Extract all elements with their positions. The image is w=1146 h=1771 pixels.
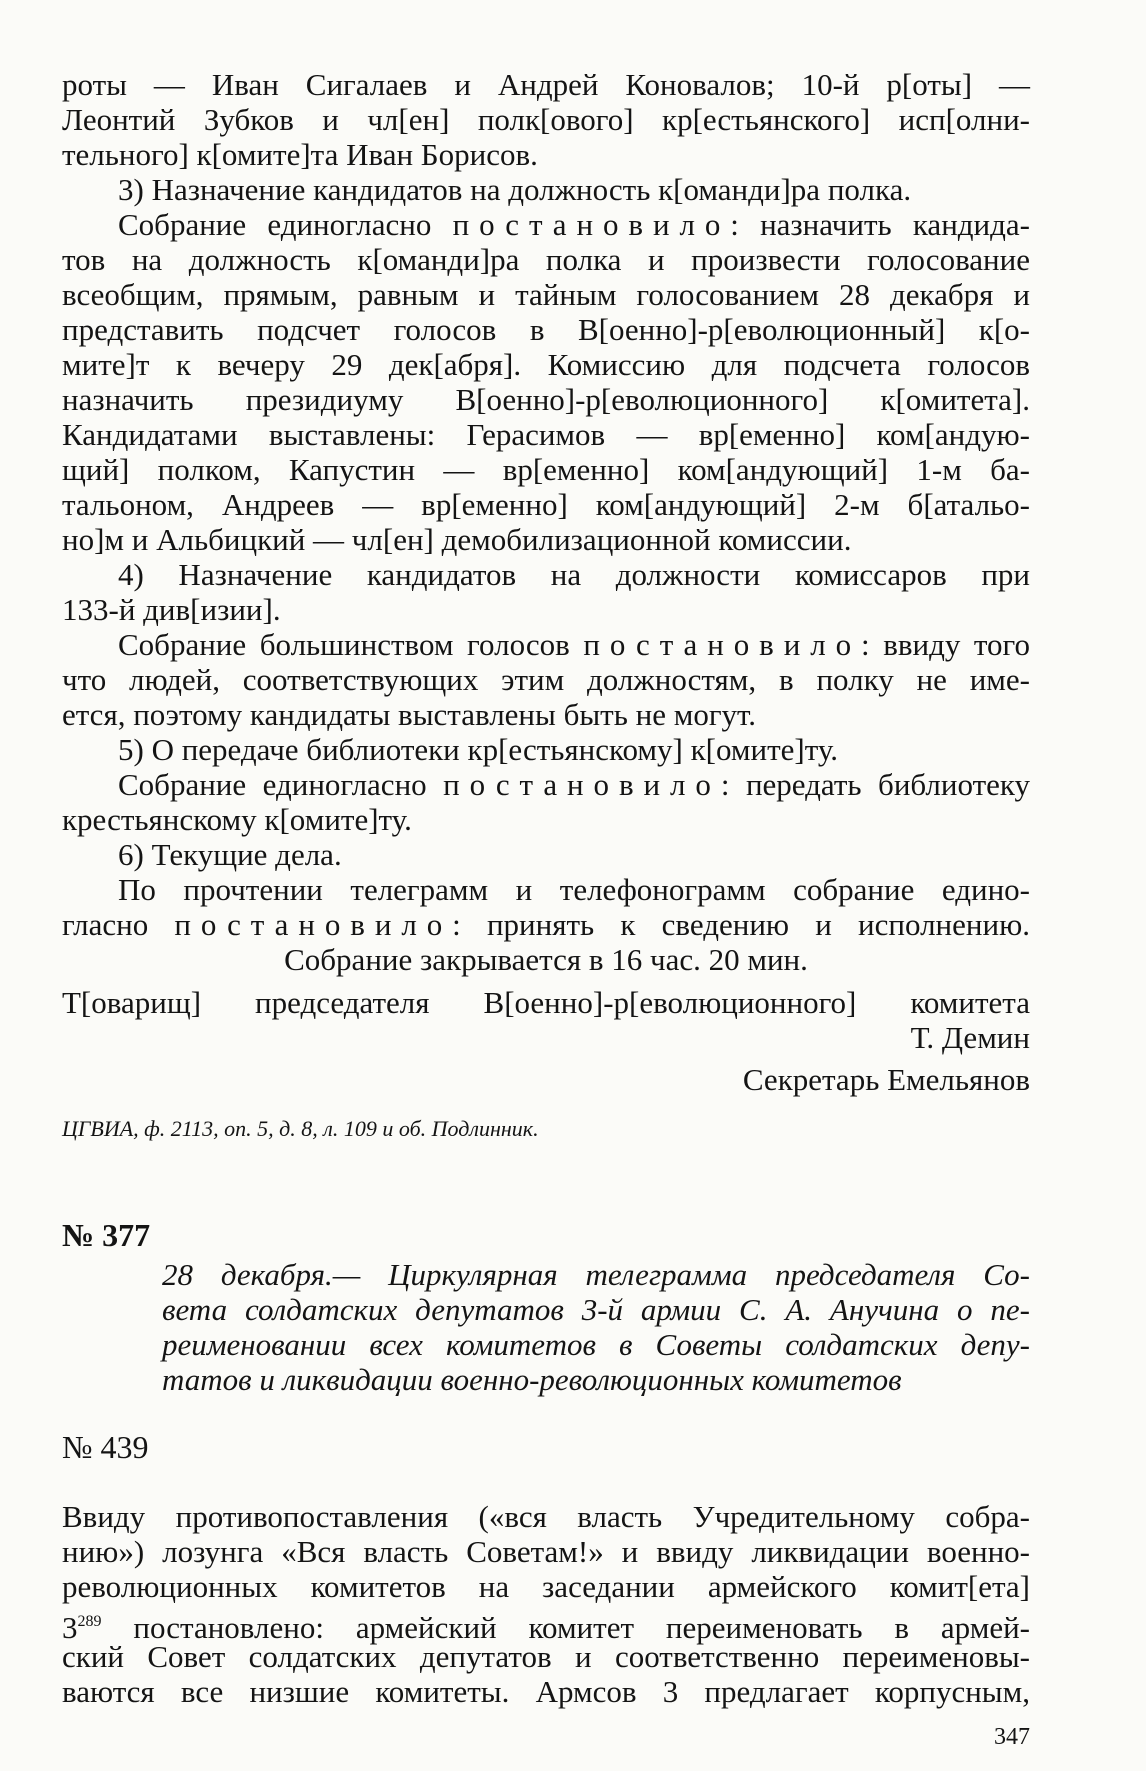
secretary-signature: Секретарь Емельянов <box>742 1062 1030 1097</box>
decree-line: гласно постановило: принять к сведению и исполнению. <box>62 907 1030 942</box>
text-line: тальоном, Андреев — вр[еменно] ком[андующий] 2-м б[атальо- <box>62 487 1030 522</box>
document-heading-line: реименовании всех комитетов в Советы солдатских депу- <box>162 1327 1030 1362</box>
text-line: всеобщим, прямым, равным и тайным голосованием 28 декабря и <box>62 277 1030 312</box>
agenda-item-6: 6) Текущие дела. <box>118 837 342 872</box>
text-line: тов на должность к[оманди]ра полка и произвести голосование <box>62 242 1030 277</box>
text-line: но]м и Альбицкий — чл[ен] демобилизационной комиссии. <box>62 522 852 557</box>
text-line: Леонтий Зубков и чл[ен] полк[ового] кр[естьянского] исп[олни- <box>62 102 1030 137</box>
decree-line: Собрание большинством голосов постановило: ввиду того <box>118 627 1030 662</box>
text-line: мите]т к вечеру 29 дек[абря]. Комиссию для подсчета голосов <box>62 347 1030 382</box>
text-line-with-footnote: $3^{289}$ постановлено: армейский комитет переименовать в армей- <box>62 1610 1030 1645</box>
signature-line: Т[оварищ] председателя В[оенно]-р[еволюционного] комитета <box>62 985 1030 1020</box>
text-line: 133-й див[изии]. <box>62 592 281 627</box>
text-line: представить подсчет голосов в В[оенно]-р[еволюционный] к[о- <box>62 312 1030 347</box>
archive-source-note: ЦГВИА, ф. 2113, оп. 5, д. 8, л. 109 и об. Подлинник. <box>62 1116 539 1141</box>
decree-line: Собрание единогласно постановило: передать библиотеку <box>118 767 1030 802</box>
text-line: Ввиду противопоставления («вся власть Учредительному собра- <box>62 1499 1030 1534</box>
text-line: назначить президиуму В[оенно]-р[еволюционного] к[омитета]. <box>62 382 1030 417</box>
agenda-item-3: 3) Назначение кандидатов на должность к[оманди]ра полка. <box>118 172 912 207</box>
footnote-marker[interactable]: 289 <box>77 1613 102 1630</box>
document-heading-line: 28 декабря.— Циркулярная телеграмма председателя Со- <box>162 1257 1030 1292</box>
text-line: крестьянскому к[омите]ту. <box>62 802 412 837</box>
text-line: ский Совет солдатских депутатов и соответственно переименовы- <box>62 1639 1030 1674</box>
telegram-number: № 439 <box>62 1429 149 1465</box>
text-line: ется, поэтому кандидаты выставлены быть не могут. <box>62 697 757 732</box>
text-line: По прочтении телеграмм и телефонограмм собрание едино- <box>118 872 1030 907</box>
text-line: Кандидатами выставлены: Герасимов — вр[еменно] ком[андую- <box>62 417 1030 452</box>
text-line: нию») лозунга «Вся власть Советам!» и ввиду ликвидации военно- <box>62 1534 1030 1569</box>
text-line: революционных комитетов на заседании армейского комит[ета] <box>62 1569 1030 1604</box>
document-heading-line: вета солдатских депутатов 3-й армии С. А. Анучина о пе- <box>162 1292 1030 1327</box>
document-heading-line: татов и ликвидации военно-революционных комитетов <box>162 1362 902 1397</box>
agenda-item-4: 4) Назначение кандидатов на должности комиссаров при <box>118 557 1030 592</box>
closing-line: Собрание закрывается в 16 час. 20 мин. <box>284 942 808 977</box>
text-line: ваются все низшие комитеты. Армсов 3 предлагает корпусным, <box>62 1674 1030 1709</box>
text-line: тельного] к[омите]та Иван Борисов. <box>62 137 538 172</box>
document-number: № 377 <box>62 1217 151 1253</box>
page-number: 347 <box>994 1724 1030 1750</box>
agenda-item-5: 5) О передаче библиотеки кр[естьянскому] к[омите]ту. <box>118 732 838 767</box>
signature-name: Т. Демин <box>910 1020 1030 1055</box>
text-line: что людей, соответствующих этим должностям, в полку не име- <box>62 662 1030 697</box>
decree-line: Собрание единогласно постановило: назначить кандида- <box>118 207 1031 242</box>
text-line: щий] полком, Капустин — вр[еменно] ком[андующий] 1-м ба- <box>62 452 1030 487</box>
text-line: роты — Иван Сигалаев и Андрей Коновалов; 10-й р[оты] — <box>62 67 1030 102</box>
